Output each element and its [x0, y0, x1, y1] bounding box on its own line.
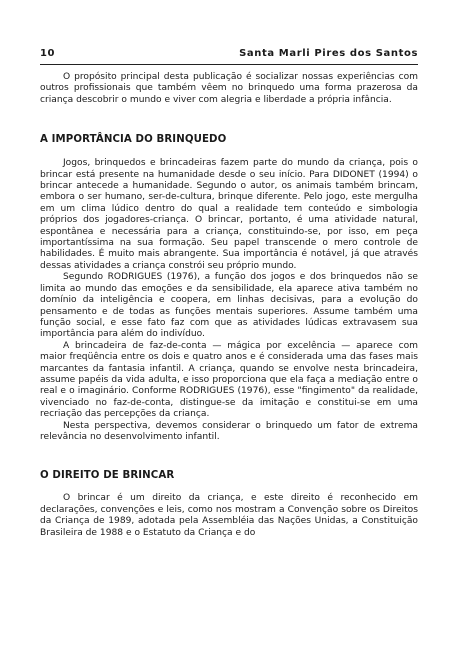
section-heading-importance: A IMPORTÂNCIA DO BRINQUEDO [40, 134, 227, 146]
section-heading-right-to-play: O DIREITO DE BRINCAR [40, 470, 175, 482]
importance-paragraph-2: Segundo RODRIGUES (1976), a função dos jogos e dos brinquedos não se limita ao mundo das emoções e da sensibilidade, ela aparece ativa também no domínio da inteligência e coopera, em linhas decisivas, para a evolução do pensamento e de todas as funções mentais superiores. Assume também uma função social, e esse fato faz com que as atividades lúdicas extravasem sua importância para além do indivíduo. [40, 272, 418, 340]
right-to-play-paragraph-1: O brincar é um direito da criança, e este direito é reconhecido em declarações, convenções e leis, como nos mostram a Convenção sobre os Direitos da Criança de 1989, adotada pela Assembléia das Nações Unidas, a Constituição Brasileira de 1988 e o Estatuto da Criança e do [40, 493, 418, 538]
page-header [40, 48, 418, 65]
page-body [40, 72, 418, 539]
page-number: 10 [40, 48, 56, 59]
importance-paragraph-3: A brincadeira de faz-de-conta — mágica por excelência — aparece com maior freqüência entre os dois e quatro anos e é considerada uma das fases mais marcantes da fantasia infantil. A criança, quando se envolve nesta brincadeira, assume papéis da vida adulta, e isso proporciona que ela faça a mediação entre o real e o imaginário. Conforme RODRIGUES (1976), esse "fingimento" da realidade, vivenciado no faz-de-conta, distingue-se da imitação e constitui-se em uma recriação das percepções da criança. [40, 340, 418, 420]
intro-paragraph: O propósito principal desta publicação é socializar nossas experiências com outros profissionais que também vêem no brinquedo uma forma prazerosa da criança descobrir o mundo e viver com alegria e liberdade a própria infância. [40, 72, 418, 105]
running-head: Santa Marli Pires dos Santos [239, 48, 418, 59]
importance-paragraph-4: Nesta perspectiva, devemos considerar o brinquedo um fator de extrema relevância no desenvolvimento infantil. [40, 420, 418, 442]
importance-paragraph-1: Jogos, brinquedos e brincadeiras fazem parte do mundo da criança, pois o brincar está presente na humanidade desde o seu início. Para DIDONET (1994) o brincar antecede a humanidade. Segundo o autor, os animais também brincam, embora o ser humano, ser-de-cultura, brinque diferente. Pelo jogo, este mergulha em um clima lúdico dentro do qual a realidade tem conteúdo e simbologia próprios dos jogadores-criança. O brincar, portanto, é uma atividade natural, espontânea e necessária para a criança, constituindo-se, por isso, em peça importantíssima na sua formação. Seu papel transcende o mero controle de habilidades. É muito mais abrangente. Sua importância é notável, já que através dessas atividades a criança constrói seu próprio mundo. [40, 158, 418, 271]
